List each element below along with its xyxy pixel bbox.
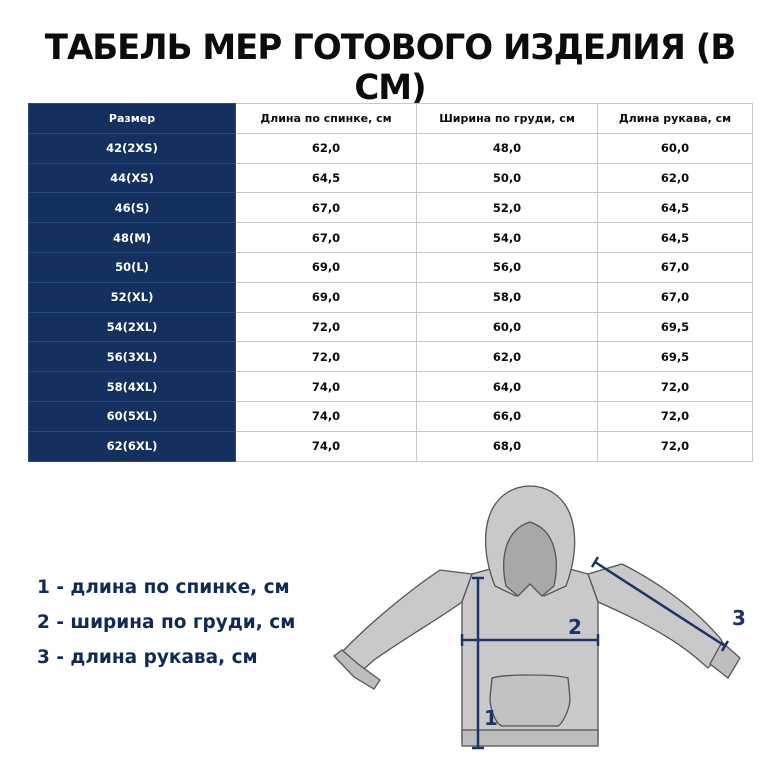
table-header-row: [29, 104, 753, 134]
size-cell: 46(S): [29, 193, 236, 223]
header-back-length: Длина по спинке, см: [236, 104, 417, 134]
page-title: ТАБЕЛЬ МЕР ГОТОВОГО ИЗДЕЛИЯ (В СМ): [44, 28, 736, 108]
kangaroo-pocket: [490, 675, 570, 726]
sleeve-length-cell: 69,5: [598, 312, 753, 342]
table-row: [29, 163, 753, 193]
size-cell: 42(2XS): [29, 133, 236, 163]
back-length-cell: 62,0: [236, 133, 417, 163]
sleeve-length-cell: 64,5: [598, 193, 753, 223]
back-length-cell: 72,0: [236, 342, 417, 372]
legend-item-chest-width: 2 - ширина по груди, см: [37, 612, 296, 633]
left-sleeve: [336, 570, 472, 676]
back-length-cell: 72,0: [236, 312, 417, 342]
sleeve-length-cell: 72,0: [598, 372, 753, 402]
chest-width-cell: 50,0: [417, 163, 598, 193]
legend-item-back-length: 1 - длина по спинке, см: [37, 577, 290, 598]
sleeve-length-cell: 72,0: [598, 431, 753, 461]
back-length-cell: 67,0: [236, 193, 417, 223]
size-cell: 48(M): [29, 223, 236, 253]
size-cell: 52(XL): [29, 282, 236, 312]
header-size: Размер: [29, 104, 236, 134]
table-row: [29, 401, 753, 431]
legend-item-sleeve-length: 3 - длина рукава, см: [37, 647, 258, 668]
back-length-cell: 74,0: [236, 401, 417, 431]
sleeve-length-cell: 62,0: [598, 163, 753, 193]
chest-width-cell: 60,0: [417, 312, 598, 342]
size-cell: 56(3XL): [29, 342, 236, 372]
sleeve-length-cell: 72,0: [598, 401, 753, 431]
chest-width-cell: 62,0: [417, 342, 598, 372]
sleeve-length-cell: 64,5: [598, 223, 753, 253]
table-row: [29, 223, 753, 253]
size-cell: 44(XS): [29, 163, 236, 193]
header-sleeve-length: Длина рукава, см: [598, 104, 753, 134]
chest-width-cell: 64,0: [417, 372, 598, 402]
chest-width-cell: 56,0: [417, 252, 598, 282]
chest-width-cell: 52,0: [417, 193, 598, 223]
hoodie-diagram: [330, 478, 770, 763]
size-cell: 60(5XL): [29, 401, 236, 431]
back-length-cell: 67,0: [236, 223, 417, 253]
table-row: [29, 282, 753, 312]
size-cell: 62(6XL): [29, 431, 236, 461]
measurement-legend: [37, 570, 295, 675]
waistband: [462, 730, 598, 746]
table-row: [29, 193, 753, 223]
table-row: [29, 252, 753, 282]
sleeve-length-cell: 67,0: [598, 282, 753, 312]
back-length-cell: 69,0: [236, 282, 417, 312]
sleeve-length-cell: 67,0: [598, 252, 753, 282]
chest-width-cell: 66,0: [417, 401, 598, 431]
header-chest-width: Ширина по груди, см: [417, 104, 598, 134]
table-row: [29, 431, 753, 461]
back-length-cell: 69,0: [236, 252, 417, 282]
chest-width-cell: 58,0: [417, 282, 598, 312]
marker-3: 3: [732, 606, 746, 630]
table-row: [29, 372, 753, 402]
size-cell: 50(L): [29, 252, 236, 282]
back-length-cell: 74,0: [236, 372, 417, 402]
table-body: [29, 133, 753, 461]
size-cell: 58(4XL): [29, 372, 236, 402]
back-length-cell: 64,5: [236, 163, 417, 193]
size-table: [28, 103, 753, 462]
table-row: [29, 133, 753, 163]
sleeve-length-cell: 69,5: [598, 342, 753, 372]
table-row: [29, 312, 753, 342]
back-length-cell: 74,0: [236, 431, 417, 461]
table-row: [29, 342, 753, 372]
size-cell: 54(2XL): [29, 312, 236, 342]
right-sleeve: [588, 564, 726, 668]
chest-width-cell: 48,0: [417, 133, 598, 163]
marker-1: 1: [484, 706, 498, 730]
chest-width-cell: 68,0: [417, 431, 598, 461]
chest-width-cell: 54,0: [417, 223, 598, 253]
marker-2: 2: [568, 615, 582, 639]
sleeve-length-cell: 60,0: [598, 133, 753, 163]
